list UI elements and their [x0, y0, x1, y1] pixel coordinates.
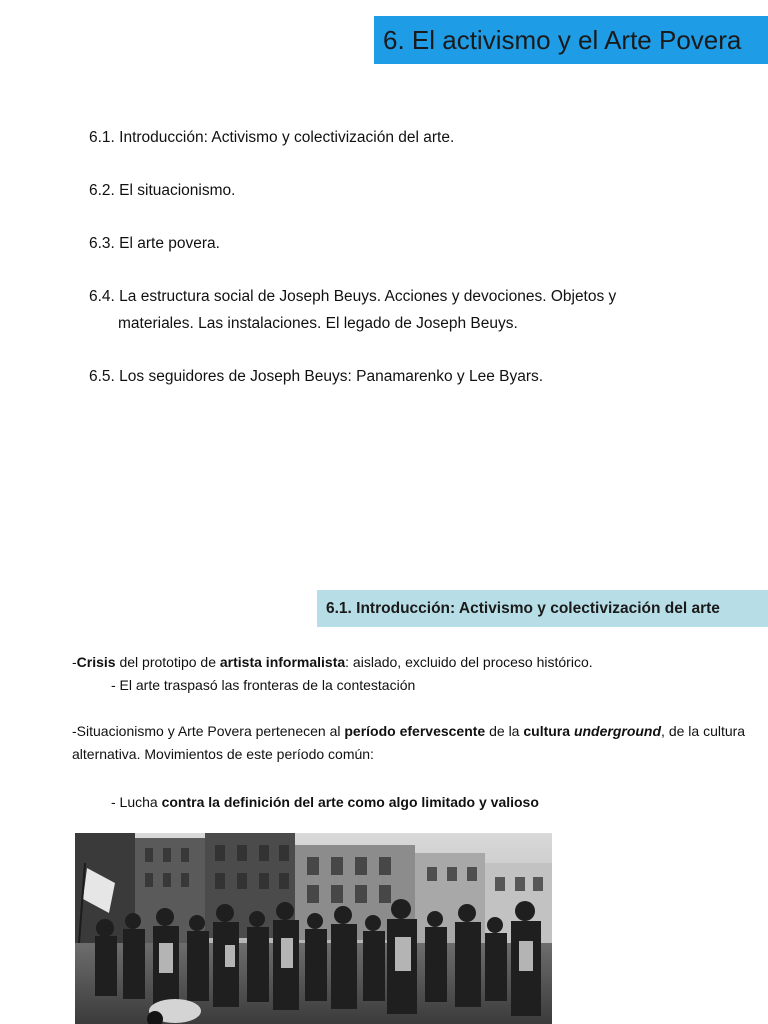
- toc-item-text: 6.3. El arte povera.: [89, 235, 220, 252]
- text: - Lucha: [111, 794, 162, 810]
- bold-term: cultura: [523, 723, 571, 739]
- bold-term: período efervescente: [344, 723, 486, 739]
- text: , de la cultura alternativa. Movimientos de este período común:: [72, 723, 746, 762]
- toc-item-text: 6.5. Los seguidores de Joseph Beuys: Panamarenko y Lee Byars.: [89, 368, 544, 385]
- protest-crowd-photo: [75, 833, 552, 1024]
- paragraph-crisis: [72, 651, 752, 697]
- section-header-banner: [317, 590, 768, 627]
- dash: -: [72, 654, 77, 670]
- toc-item-text: 6.1. Introducción: Activismo y colectivización del arte.: [89, 129, 455, 146]
- bold-italic-term: underground: [573, 723, 662, 739]
- chapter-title: 6. El activismo y el Arte Povera: [383, 25, 742, 55]
- bold-term: contra la definición del arte como algo limitado y valioso: [161, 794, 539, 810]
- sub-point: - El arte traspasó las fronteras de la contestación: [111, 677, 416, 693]
- toc-item: [89, 230, 729, 257]
- text: del prototipo de: [115, 654, 220, 670]
- paragraph-movements: [72, 720, 752, 766]
- text: de la: [485, 723, 524, 739]
- toc-item-continuation: materiales. Las instalaciones. El legado de Joseph Beuys.: [118, 315, 518, 332]
- toc-item-text: 6.4. La estructura social de Joseph Beuys. Acciones y devociones. Objetos y: [89, 288, 617, 305]
- toc-item-text: 6.2. El situacionismo.: [89, 182, 236, 199]
- bold-term: Crisis: [76, 654, 116, 670]
- toc-item: [89, 177, 729, 204]
- toc-item: [89, 124, 729, 151]
- text: : aislado, excluido del proceso histórico.: [345, 654, 593, 670]
- bold-term: artista informalista: [219, 654, 346, 670]
- crowd-photo-illustration: [75, 833, 552, 1024]
- paragraph-struggle: [72, 791, 752, 814]
- table-of-contents: [89, 124, 729, 416]
- toc-item: [89, 363, 729, 390]
- section-header: 6.1. Introducción: Activismo y colectivización del arte: [326, 600, 720, 617]
- chapter-title-banner: [374, 16, 768, 64]
- text: -Situacionismo y Arte Povera pertenecen al: [72, 723, 345, 739]
- toc-item: [89, 283, 729, 337]
